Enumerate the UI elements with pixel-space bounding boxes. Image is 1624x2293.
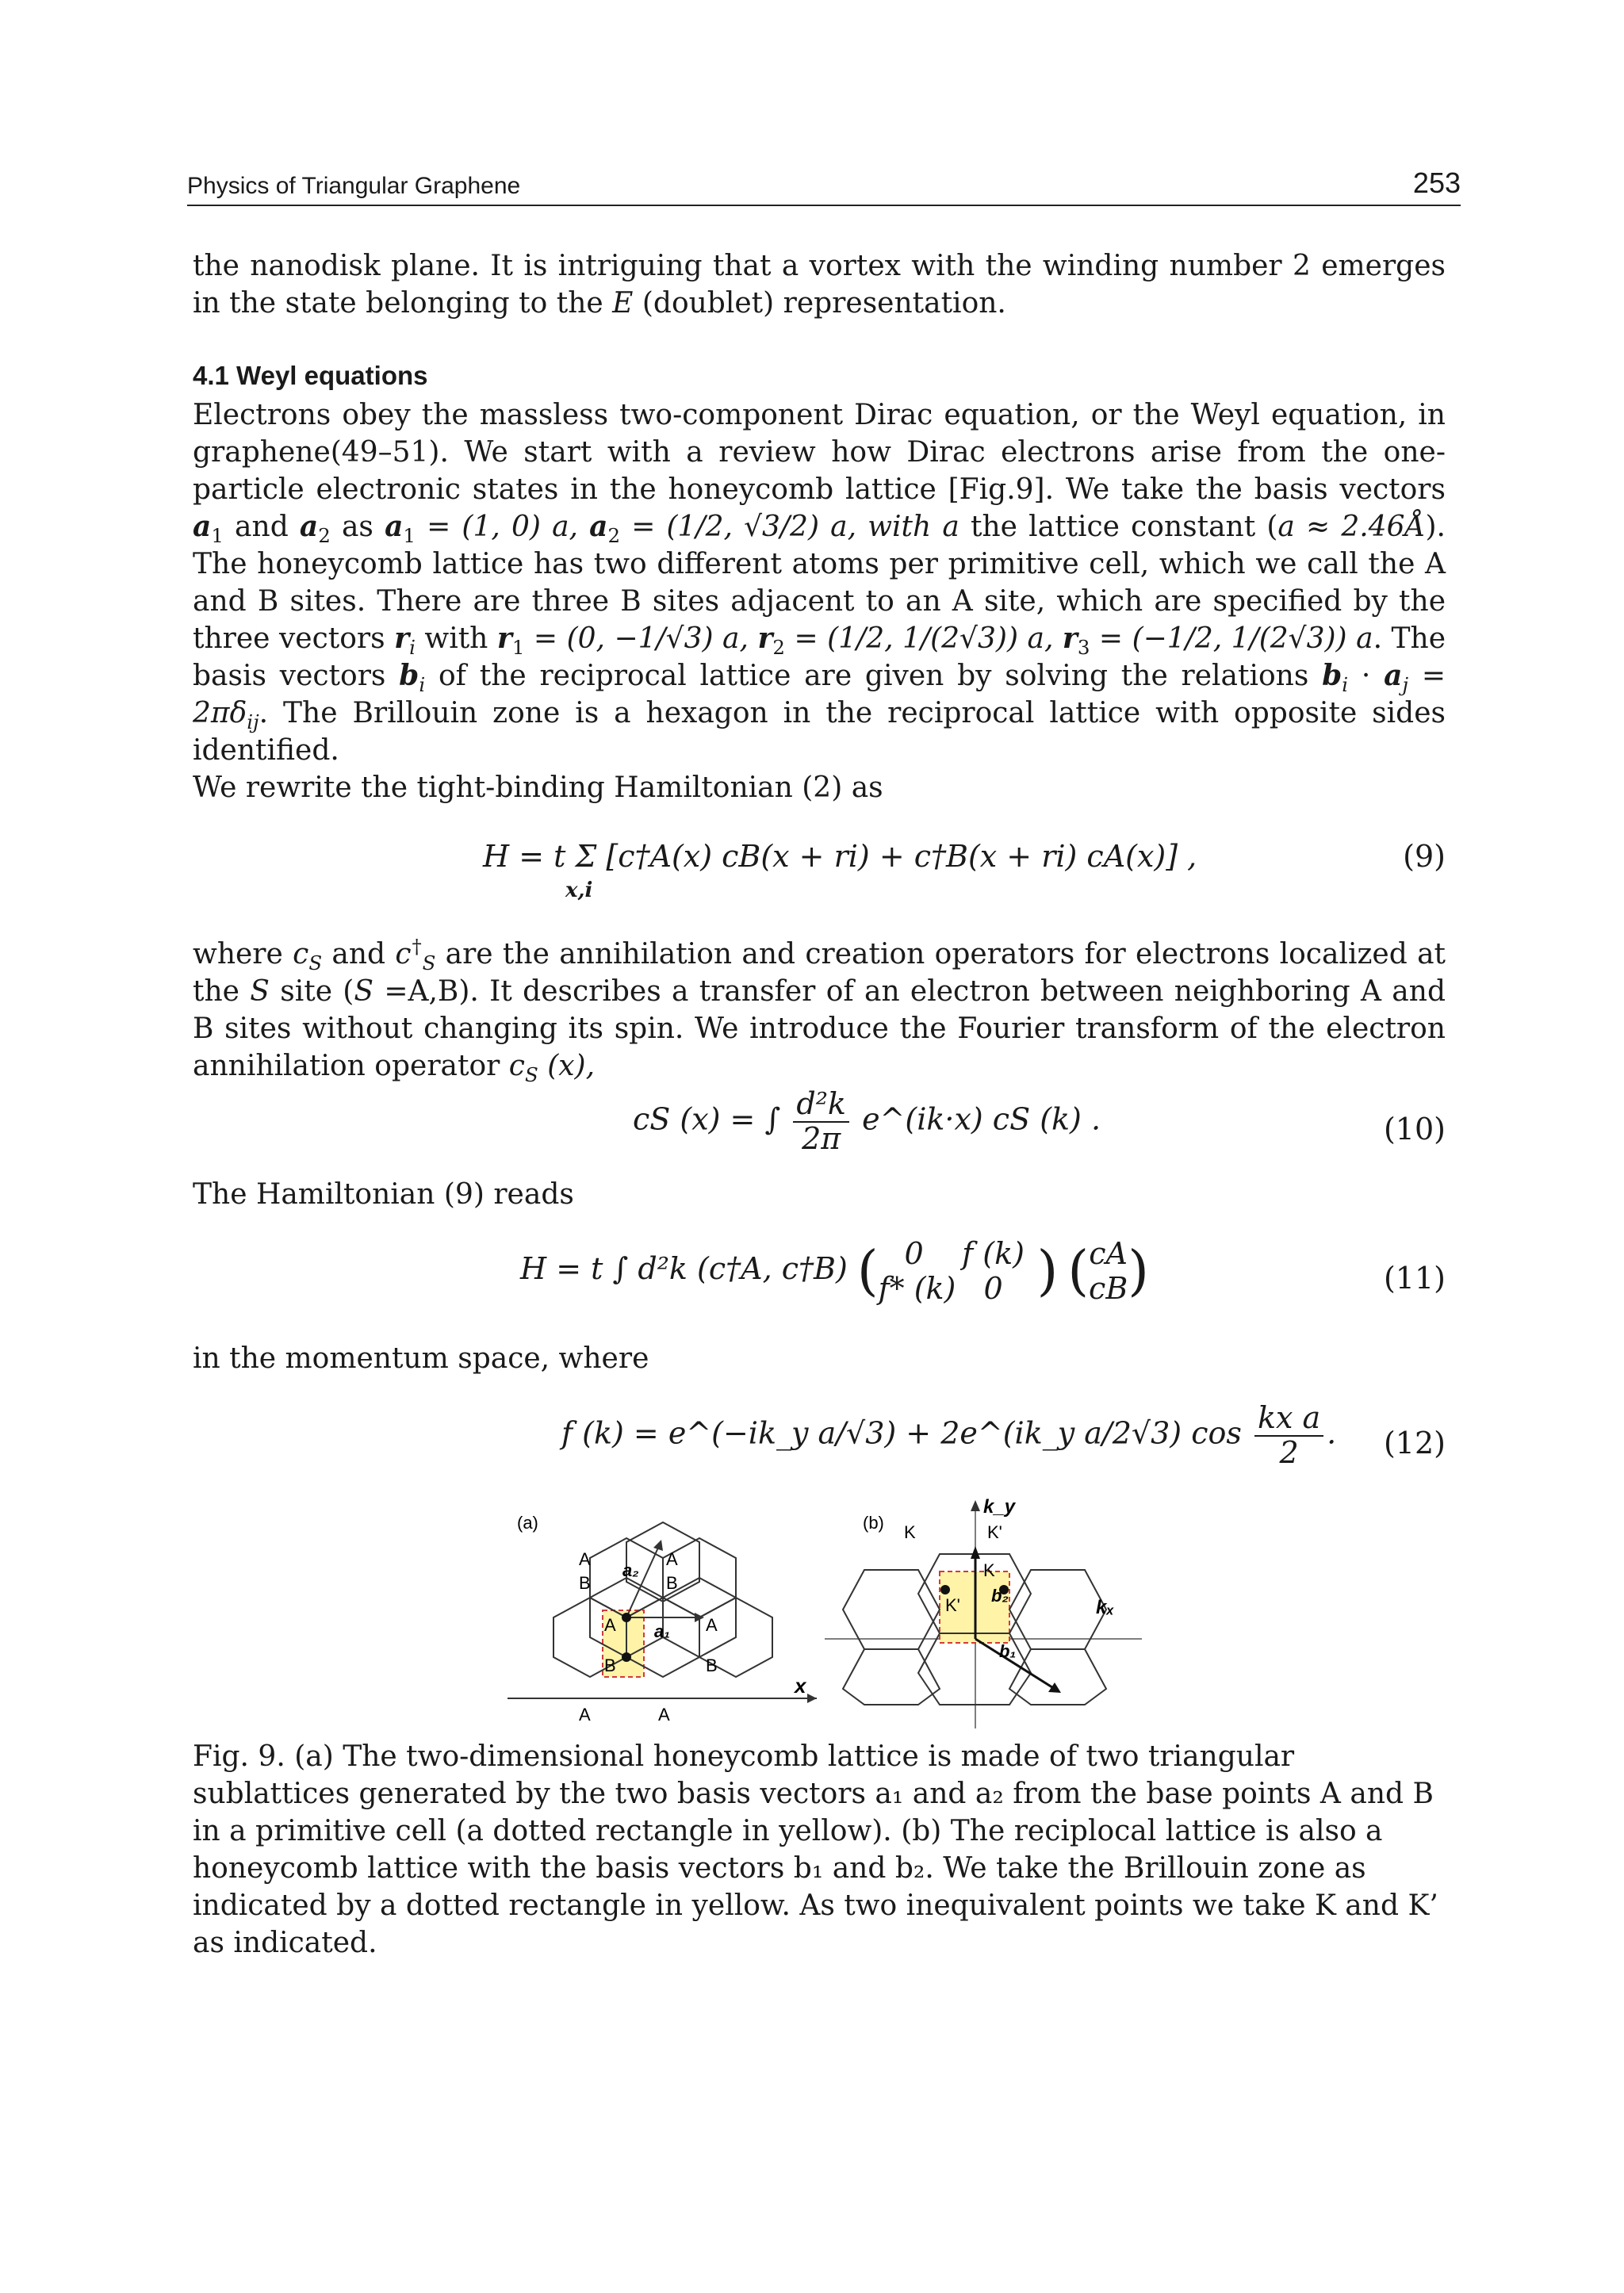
label-A-3: A	[706, 1615, 718, 1635]
panel-a	[508, 1513, 817, 1725]
intro-line-2-post: (doublet) representation.	[633, 287, 1006, 320]
label-A-2: A	[666, 1549, 678, 1569]
eq10-num: d²k	[793, 1088, 849, 1123]
label-Kp-center: K'	[945, 1595, 960, 1615]
label-ky: k_y	[983, 1496, 1016, 1518]
label-A-bottom-1: A	[579, 1705, 591, 1725]
r1-def: = (0, −1/√3) a,	[524, 622, 758, 655]
p1-s1: Electrons obey the massless two-component Dirac equation, or the Weyl equation, in graphene(49–51). We start with a review how Dirac electrons arise from the one-particle electronic states in the honeycomb lattice [Fig.9]. We take the basis vectors	[193, 399, 1446, 506]
eq11-m21: f* (k)	[878, 1270, 956, 1306]
equation-12	[193, 1402, 1446, 1489]
p3-s1: where	[193, 938, 293, 970]
p1-and: and	[223, 511, 300, 543]
eq10-den: 2π	[802, 1120, 841, 1156]
section-heading: 4.1 Weyl equations	[193, 361, 428, 390]
equation-11: H = t ∫ d²k (c†A, c†B) ( 0 f (k) f* (k) 0 ) (cA cB) (11)	[520, 1236, 1446, 1306]
eq11-matrix	[879, 1237, 1037, 1306]
intro-line-2-pre: state belonging to the	[285, 287, 613, 320]
label-A-bottom-2: A	[658, 1705, 670, 1725]
eq12-fraction	[1254, 1402, 1323, 1470]
label-B-cell: B	[604, 1656, 616, 1675]
vec-a1: a	[193, 510, 212, 543]
p4: The Hamiltonian (9) reads	[193, 1178, 574, 1211]
label-b1: b₁	[999, 1641, 1017, 1661]
a1-def: = (1, 0) a,	[415, 511, 590, 543]
p1-s4: of the reciprocal lattice are given by solving the relations	[425, 660, 1323, 692]
label-a1: a₁	[654, 1621, 670, 1641]
site-b-dot	[622, 1652, 631, 1662]
p2: We rewrite the tight-binding Hamiltonian (2) as	[193, 771, 883, 804]
eq12-num: kx a	[1254, 1402, 1323, 1437]
eq10-lhs: cS (x) = ∫	[633, 1101, 781, 1137]
vec-r3: r	[1062, 622, 1078, 655]
eq11-m11: 0	[904, 1236, 924, 1271]
panel-a-label: (a)	[517, 1513, 538, 1533]
intro-line-1: the nanodisk plane. It is intriguing that a vortex with the winding number 2 emerges in the	[193, 250, 1446, 320]
p1-s5: . The Brillouin zone is a hexagon in the reciprocal lattice with opposite sides identified.	[193, 697, 1446, 767]
b1-arrow	[1048, 1682, 1061, 1693]
eq11-m12: f (k)	[962, 1236, 1025, 1271]
cs: c	[293, 938, 309, 970]
label-Kp-top: K'	[987, 1522, 1002, 1542]
eq9-sum-index: x,i	[565, 879, 593, 902]
label-K-top: K	[904, 1522, 916, 1542]
label-K-center: K	[983, 1560, 995, 1580]
paragraph-reads	[193, 1176, 1446, 1213]
vec-a2-def: a	[589, 510, 608, 543]
label-B-3: B	[706, 1656, 718, 1675]
p5: in the momentum space, where	[193, 1342, 649, 1375]
label-kx: kₓ	[1096, 1597, 1114, 1618]
label-b2: b₂	[991, 1586, 1009, 1606]
label-B-1: B	[579, 1573, 591, 1593]
label-x-axis: x	[795, 1674, 806, 1698]
b2-arrow	[971, 1546, 980, 1559]
p1-as: as	[330, 511, 385, 543]
label-A-1: A	[579, 1549, 591, 1569]
cs-dagger: c	[395, 938, 412, 970]
equation-10	[193, 1088, 1446, 1175]
p3-s4: =A,B). It describes a transfer of an electron between neighboring A and B sites without changing its spin. We introduce the Fourier transform of the electron annihilation operator	[193, 975, 1446, 1082]
figure-9	[508, 1491, 1142, 1728]
eq12-lhs: f (k) = e^(−ik_y a/√3) + 2e^(ik_y a/2√3) cos	[561, 1415, 1242, 1451]
a-var: a	[942, 511, 959, 543]
paragraph-operators: where $c_S$ and $c^\dagger_S$ are the annihilation and creation operators for electrons localized at the S site (S =A,B). It describes a transfer of an electron between neighboring A and B sites without changing its spin. We introduce the Fourier transform of the electron annihilation operator $c_S$ (x),	[193, 935, 1446, 1087]
p3-s5: (x),	[547, 1050, 596, 1082]
site-S-2: S	[354, 975, 374, 1008]
vec-ri: r	[394, 622, 410, 655]
panel-b-label: (b)	[863, 1513, 884, 1533]
vec-aj-rel: a	[1384, 659, 1403, 692]
eq10-number: (10)	[1383, 1112, 1446, 1146]
a2-arrow	[653, 1540, 663, 1551]
running-head-title: Physics of Triangular Graphene	[187, 173, 521, 199]
honeycomb-lattice-a	[553, 1522, 772, 1697]
eq11-lhs: H = t ∫ d²k (c†A, c†B)	[520, 1251, 848, 1287]
eq12-end: .	[1327, 1415, 1337, 1451]
eq12-den: 2	[1279, 1434, 1299, 1470]
eq11-v2: cB	[1089, 1270, 1128, 1306]
equation-9	[193, 833, 1446, 912]
p1-s2: ). The honeycomb lattice has two different atoms per primitive cell, which we call the A and B sites. There are three B sites adjacent to an A site, which are specified by the three vectors	[193, 511, 1446, 655]
cs-x: c	[508, 1050, 525, 1082]
r2-def: = (1/2, 1/(2√3)) a,	[785, 622, 1063, 655]
vec-r2: r	[757, 622, 773, 655]
running-head	[187, 165, 1461, 206]
eq9-number: (9)	[1403, 839, 1446, 874]
eq11-m22: 0	[983, 1270, 1003, 1306]
site-S: S	[250, 975, 270, 1008]
p3-s3: site (	[269, 975, 354, 1008]
vec-r1: r	[496, 622, 512, 655]
label-a2: a₂	[622, 1560, 639, 1580]
vec-a2: a	[299, 510, 319, 543]
eq12-number: (12)	[1383, 1426, 1446, 1460]
K-prime-dot	[940, 1585, 950, 1594]
paragraph-weyl: Electrons obey the massless two-component Dirac equation, or the Weyl equation, in graphene(49–51). We start with a review how Dirac electrons arise from the one-particle electronic states in the honeycomb lattice [Fig.9]. We take the basis vectors $a_1$ and $a_2$ as $a_1 = (1$, 0) a, $a_2 = (1/2$, √3/2) a, with a the lattice constant (a ≈ 2.46Å). The honeycomb lattice has two different atoms per primitive cell, which we call the A and B sites. There are three B sites adjacent to an A site, which are specified by the three vectors $r_i$ with $r_1 = (0$, −1/√3) a, $r_2 = (1/2$, 1/(2√3)) a, $r_3 = (-1/2$, 1/(2√3)) a. The basis vectors $b_i$ of the reciprocal lattice are given by solving the relations $b_i \cdot a_j = 2\pi\delta_{ij}$. The Brillouin zone is a hexagon in the reciprocal lattice with opposite sides identified. We rewrite the tight-binding Hamiltonian (2) as	[193, 396, 1446, 806]
vec-bi-rel: b	[1322, 659, 1342, 692]
vec-a1-def: a	[385, 510, 404, 543]
r3-def: = (−1/2, 1/(2√3)) a	[1090, 622, 1373, 655]
intro-paragraph	[193, 247, 1446, 322]
relation: = 2πδ	[193, 660, 1446, 729]
site-a-dot	[622, 1613, 631, 1622]
p3-and: and	[322, 938, 396, 970]
p1-lattice: the lattice constant (	[959, 511, 1278, 543]
intro-E: E	[612, 287, 634, 320]
p1-with: with	[415, 622, 497, 655]
eq11-v1: cA	[1089, 1236, 1128, 1271]
paragraph-momentum	[193, 1340, 1446, 1377]
figure-caption: Fig. 9. (a) The two-dimensional honeycomb lattice is made of two triangular sublattices generated by the two basis vectors a₁ and a₂ from the base points A and B in a primitive cell (a dotted rectangle in yellow). (b) The reciplocal lattice is also a honeycomb lattice with the basis vectors b₁ and b₂. We take the Brillouin zone as indicated by a dotted rectangle in yellow. As two inequivalent points we take K and K’ as indicated.	[193, 1740, 1438, 1959]
lattice-constant: a ≈ 2.46Å	[1277, 511, 1426, 543]
eq10-fraction	[793, 1088, 849, 1156]
label-B-2: B	[666, 1573, 678, 1593]
label-A-cell: A	[604, 1615, 616, 1635]
eq10-rhs: e^(ik·x) cS (k) .	[862, 1101, 1101, 1137]
eq9-body: H = t Σ [c†A(x) cB(x + ri) + c†B(x + ri) cA(x)] ,	[483, 839, 1197, 874]
p1-s3: . The basis vectors	[193, 622, 1446, 692]
page-number: 253	[1412, 167, 1461, 199]
vec-bi: b	[399, 659, 419, 692]
eq11-number: (11)	[1383, 1261, 1446, 1296]
eq11-vector	[1089, 1237, 1128, 1306]
panel-b	[825, 1496, 1142, 1728]
a2-def: = (1/2, √3/2) a, with	[620, 511, 943, 543]
p3-s2: are the annihilation and creation operators for electrons localized at the	[193, 938, 1446, 1008]
